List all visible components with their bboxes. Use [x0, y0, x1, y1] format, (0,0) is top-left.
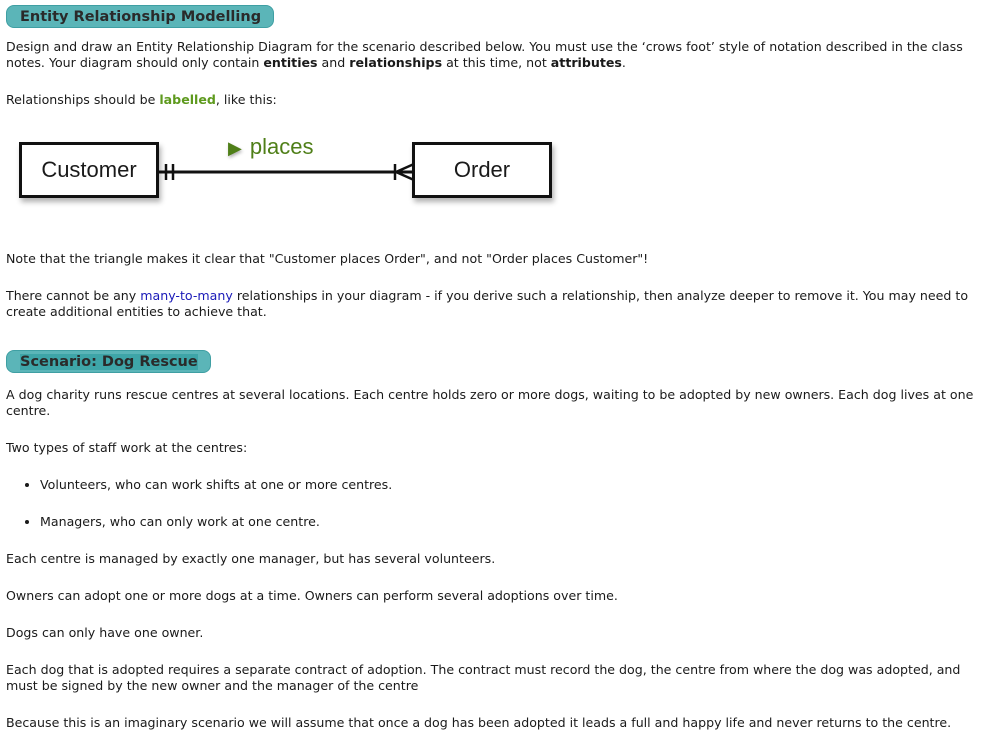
- bold-entities: entities: [263, 55, 318, 70]
- scenario-p5: Dogs can only have one owner.: [6, 625, 204, 640]
- scenario-p6: Each dog that is adopted requires a separate contract of adoption. The contract must record the dog, the centre from where the dog was adopted, and must be signed by the new owner and the manager of the centre: [6, 662, 961, 693]
- text: Relationships should be: [6, 92, 160, 107]
- text: at this time, not: [442, 55, 551, 70]
- scenario-p2: Two types of staff work at the centres:: [6, 440, 248, 455]
- entity-order: Order: [412, 142, 552, 198]
- section-header-scenario: [6, 350, 211, 373]
- direction-triangle-icon: ▶: [228, 138, 242, 158]
- text: , like this:: [215, 92, 277, 107]
- relationship-label: [228, 134, 313, 160]
- bold-attributes: attributes: [550, 55, 622, 70]
- intro-paragraph: [6, 39, 988, 71]
- text: Design and draw an Entity Relationship Diagram for the scenario described below. You must use the ‘crows foot’ style of notation described in the class notes. Your diagram should only contain: [6, 39, 963, 70]
- scenario-p7: Because this is an imaginary scenario we will assume that once a dog has been adopted it leads a full and happy life and never returns to the centre.: [6, 715, 952, 730]
- scenario-p4: Owners can adopt one or more dogs at a time. Owners can perform several adoptions over time.: [6, 588, 618, 603]
- scenario-p1: A dog charity runs rescue centres at several locations. Each centre holds zero or more dogs, waiting to be adopted by new owners. Each dog lives at one centre.: [6, 387, 974, 418]
- label-text: places: [249, 134, 314, 159]
- staff-list: [6, 477, 988, 530]
- header-text: Scenario: Dog Rescue: [20, 354, 198, 370]
- list-item: • Volunteers, who can work shifts at one or more centres.: [40, 477, 988, 493]
- many-to-many-link[interactable]: many-to-many: [140, 288, 233, 303]
- labelled-highlight: labelled: [159, 92, 216, 107]
- entity-customer: Customer: [19, 142, 159, 198]
- text: relationships in your diagram - if you derive such a relationship, then analyze deeper to remove it. You may need to create additional entities to achieve that.: [6, 288, 969, 319]
- note-paragraph: Note that the triangle makes it clear that "Customer places Order", and not "Order places Customer"!: [6, 251, 649, 266]
- many-to-many-paragraph: [6, 288, 988, 320]
- list-item: • Managers, who can only work at one centre.: [40, 514, 988, 530]
- text: .: [621, 55, 626, 70]
- text: There cannot be any: [6, 288, 141, 303]
- scenario-p3: Each centre is managed by exactly one manager, but has several volunteers.: [6, 551, 496, 566]
- labels-paragraph: [6, 92, 988, 108]
- er-example-diagram: [6, 128, 988, 228]
- bold-relationships: relationships: [349, 55, 443, 70]
- text: and: [317, 55, 350, 70]
- section-header-erm: Entity Relationship Modelling: [6, 5, 274, 28]
